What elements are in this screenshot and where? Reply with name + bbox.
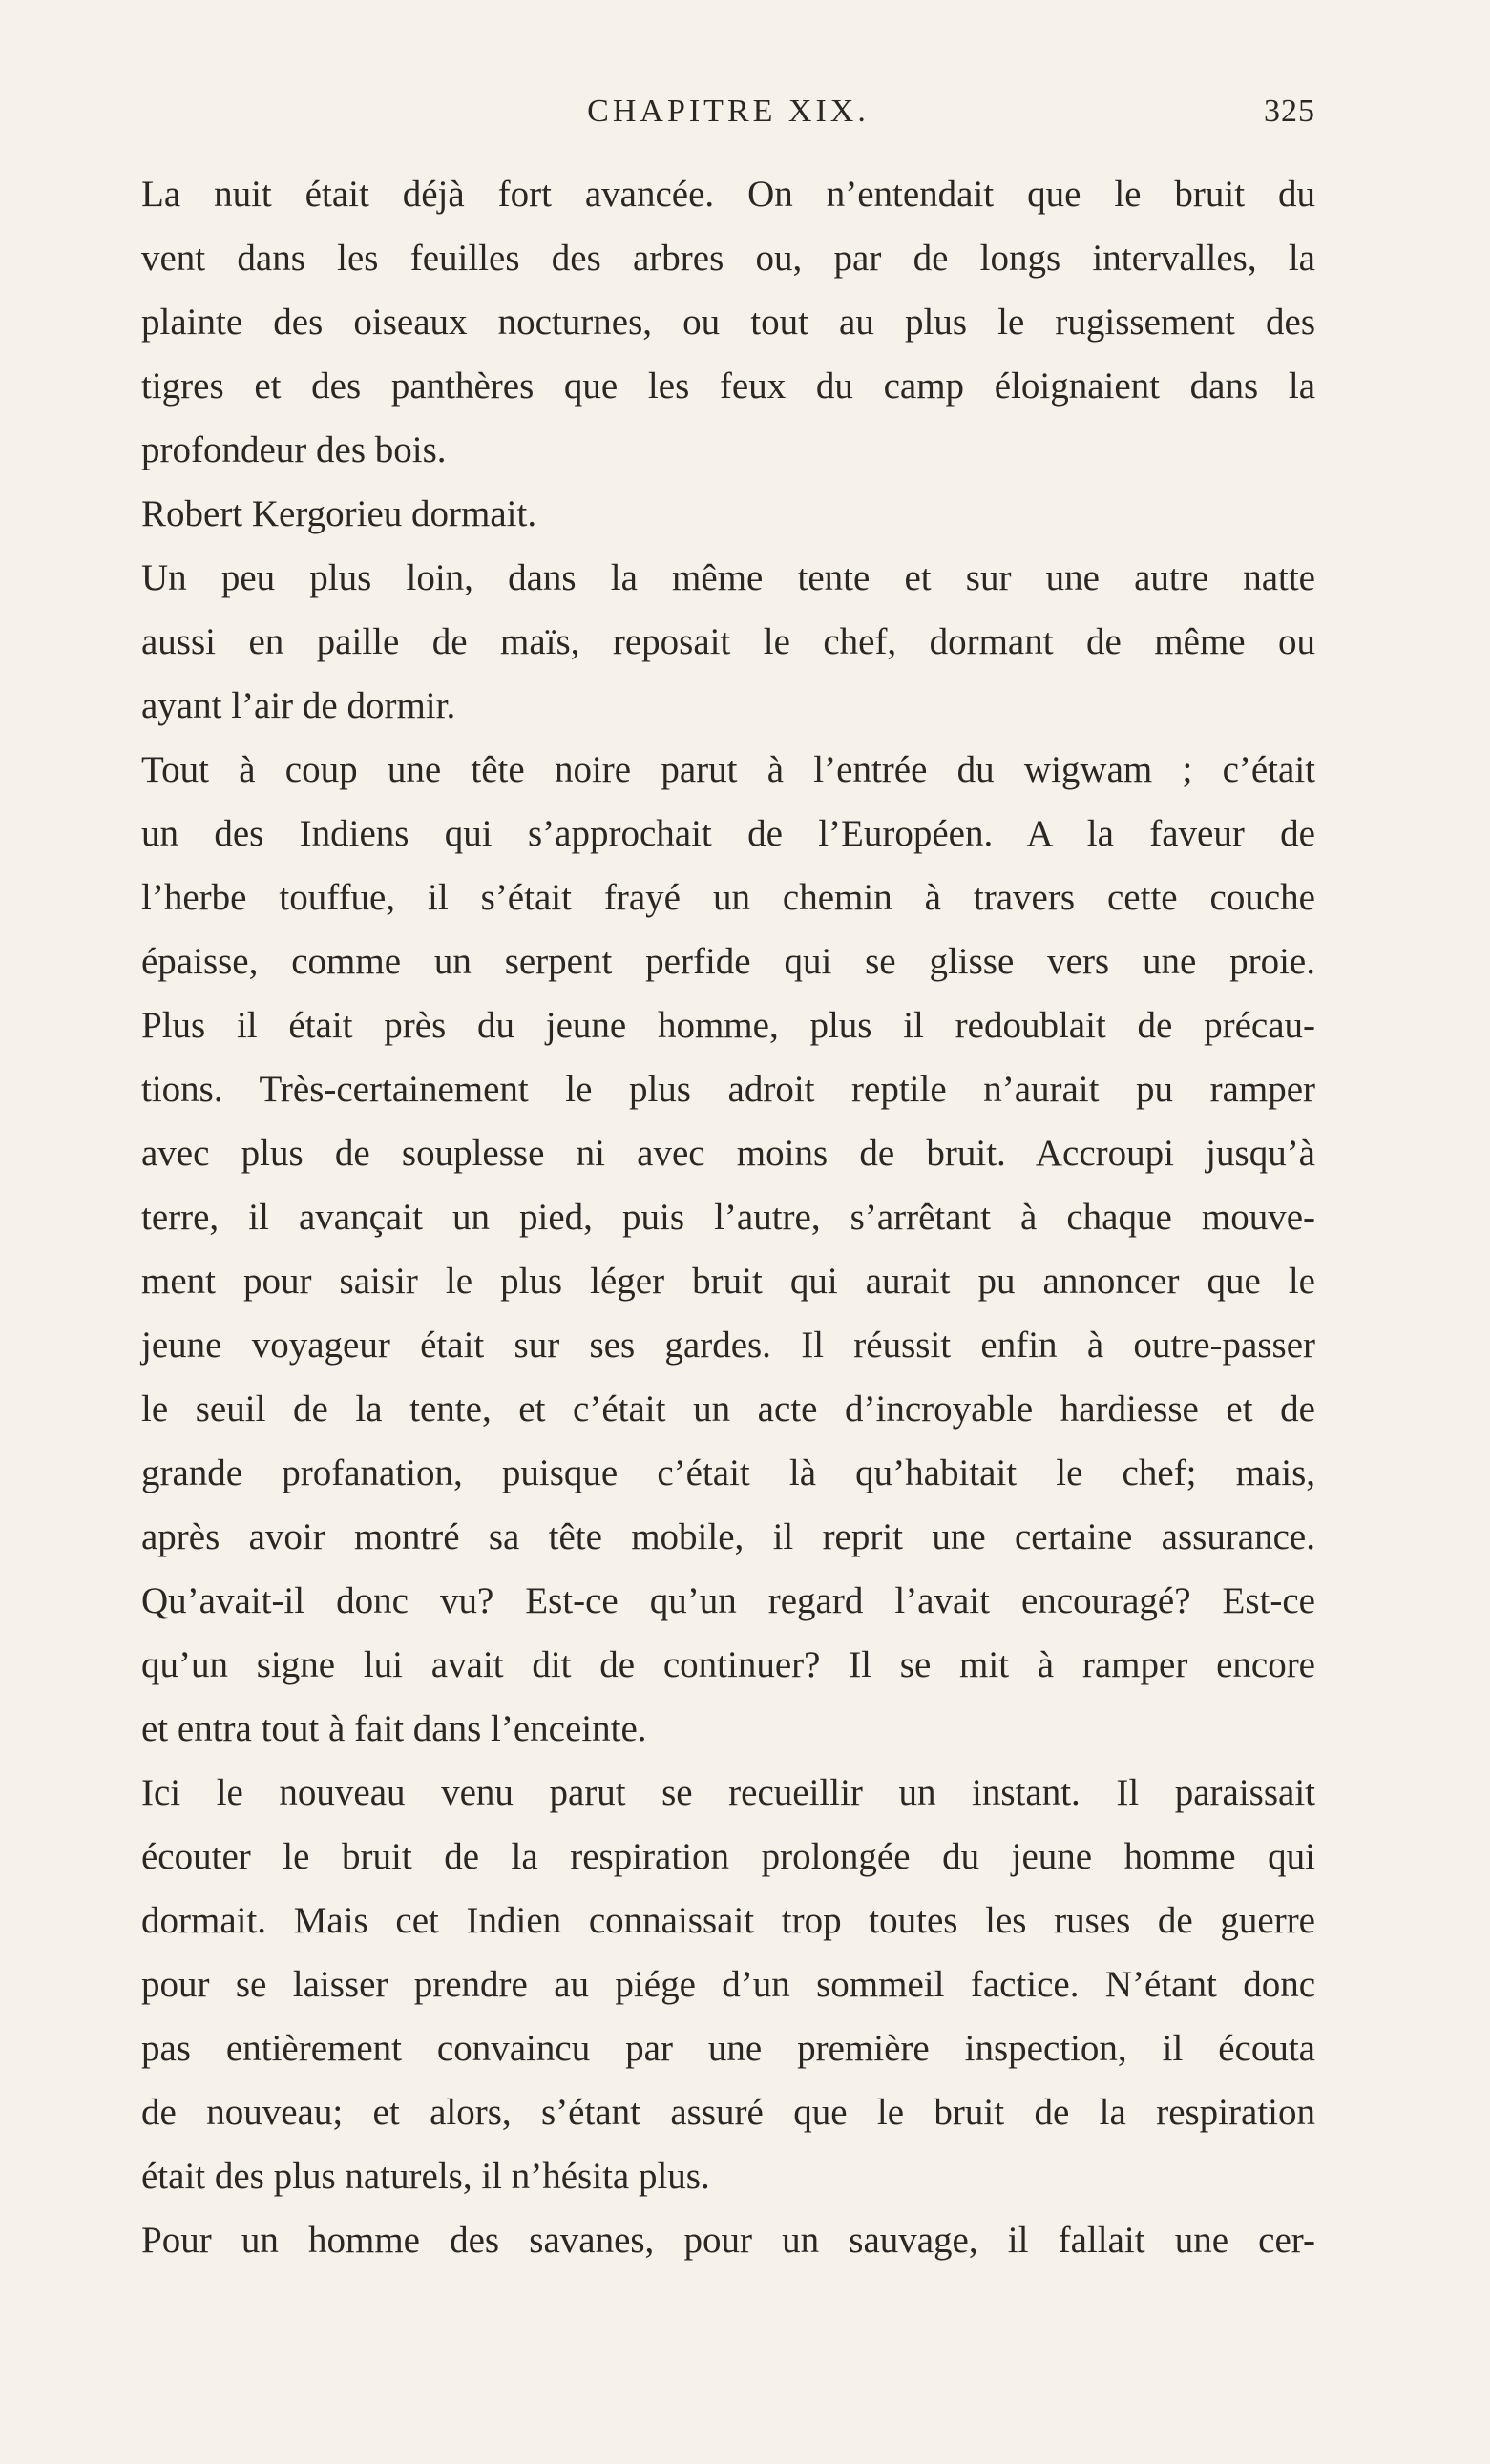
paragraph (141, 2208, 1315, 2272)
text-line: plainte des oiseaux nocturnes, ou tout au plus le rugissement des (141, 302, 1315, 343)
text-line: vent dans les feuilles des arbres ou, par de longs intervalles, la (141, 238, 1315, 279)
text-line: pas entièrement convaincu par une première inspection, il écouta (141, 2028, 1315, 2069)
text-line: Un peu plus loin, dans la même tente et sur une autre natte (141, 557, 1315, 598)
text-line: Ici le nouveau venu parut se recueillir un instant. Il paraissait (141, 1772, 1315, 1813)
text-line: Qu’avait-il donc vu? Est-ce qu’un regard l’avait encouragé? Est-ce (141, 1580, 1315, 1621)
text-line: pour se laisser prendre au piége d’un sommeil factice. N’étant donc (141, 1964, 1315, 2005)
text-line: l’herbe touffue, il s’était frayé un chemin à travers cette couche (141, 877, 1315, 918)
text-line: jeune voyageur était sur ses gardes. Il réussit enfin à outre-passer (141, 1325, 1315, 1366)
text-line: Tout à coup une tête noire parut à l’entrée du wigwam ; c’était (141, 749, 1315, 790)
page-header (141, 94, 1315, 141)
text-line: et entra tout à fait dans l’enceinte. (141, 1708, 647, 1749)
paragraph (141, 546, 1315, 738)
text-line: ayant l’air de dormir. (141, 685, 456, 726)
text-line: après avoir montré sa tête mobile, il reprit une certaine assurance. (141, 1516, 1315, 1557)
text-line: tions. Très-certainement le plus adroit reptile n’aurait pu ramper (141, 1069, 1315, 1110)
text-line: le seuil de la tente, et c’était un acte d’incroyable hardiesse et de (141, 1389, 1315, 1430)
text-line: aussi en paille de maïs, reposait le chef, dormant de même ou (141, 621, 1315, 662)
text-line: épaisse, comme un serpent perfide qui se glisse vers une proie. (141, 941, 1315, 982)
text-line: ment pour saisir le plus léger bruit qui aurait pu annoncer que le (141, 1261, 1315, 1302)
text-line: un des Indiens qui s’approchait de l’Européen. A la faveur de (141, 813, 1315, 854)
body-text (141, 162, 1315, 2272)
text-line: grande profanation, puisque c’était là qu’habitait le chef; mais, (141, 1452, 1315, 1493)
text-line: Pour un homme des savanes, pour un sauvage, il fallait une cer- (141, 2220, 1315, 2261)
paragraph (141, 162, 1315, 482)
text-line: Plus il était près du jeune homme, plus il redoublait de précau- (141, 1005, 1315, 1046)
text-line: Robert Kergorieu dormait. (141, 493, 537, 534)
paragraph (141, 738, 1315, 1761)
text-line: dormait. Mais cet Indien connaissait trop toutes les ruses de guerre (141, 1900, 1315, 1941)
paragraph (141, 1761, 1315, 2208)
text-line: tigres et des panthères que les feux du camp éloignaient dans la (141, 365, 1315, 407)
text-line: était des plus naturels, il n’hésita plus. (141, 2156, 710, 2197)
paragraph (141, 482, 1315, 546)
text-line: La nuit était déjà fort avancée. On n’entendait que le bruit du (141, 174, 1315, 215)
text-line: écouter le bruit de la respiration prolongée du jeune homme qui (141, 1836, 1315, 1877)
text-line: qu’un signe lui avait dit de continuer? Il se mit à ramper encore (141, 1644, 1315, 1685)
text-line: terre, il avançait un pied, puis l’autre, s’arrêtant à chaque mouve- (141, 1197, 1315, 1238)
text-line: de nouveau; et alors, s’étant assuré que le bruit de la respiration (141, 2092, 1315, 2133)
text-line: profondeur des bois. (141, 429, 447, 470)
text-line: avec plus de souplesse ni avec moins de bruit. Accroupi jusqu’à (141, 1133, 1315, 1174)
page-number: 325 (1264, 94, 1315, 129)
running-head: CHAPITRE XIX. (587, 94, 870, 129)
